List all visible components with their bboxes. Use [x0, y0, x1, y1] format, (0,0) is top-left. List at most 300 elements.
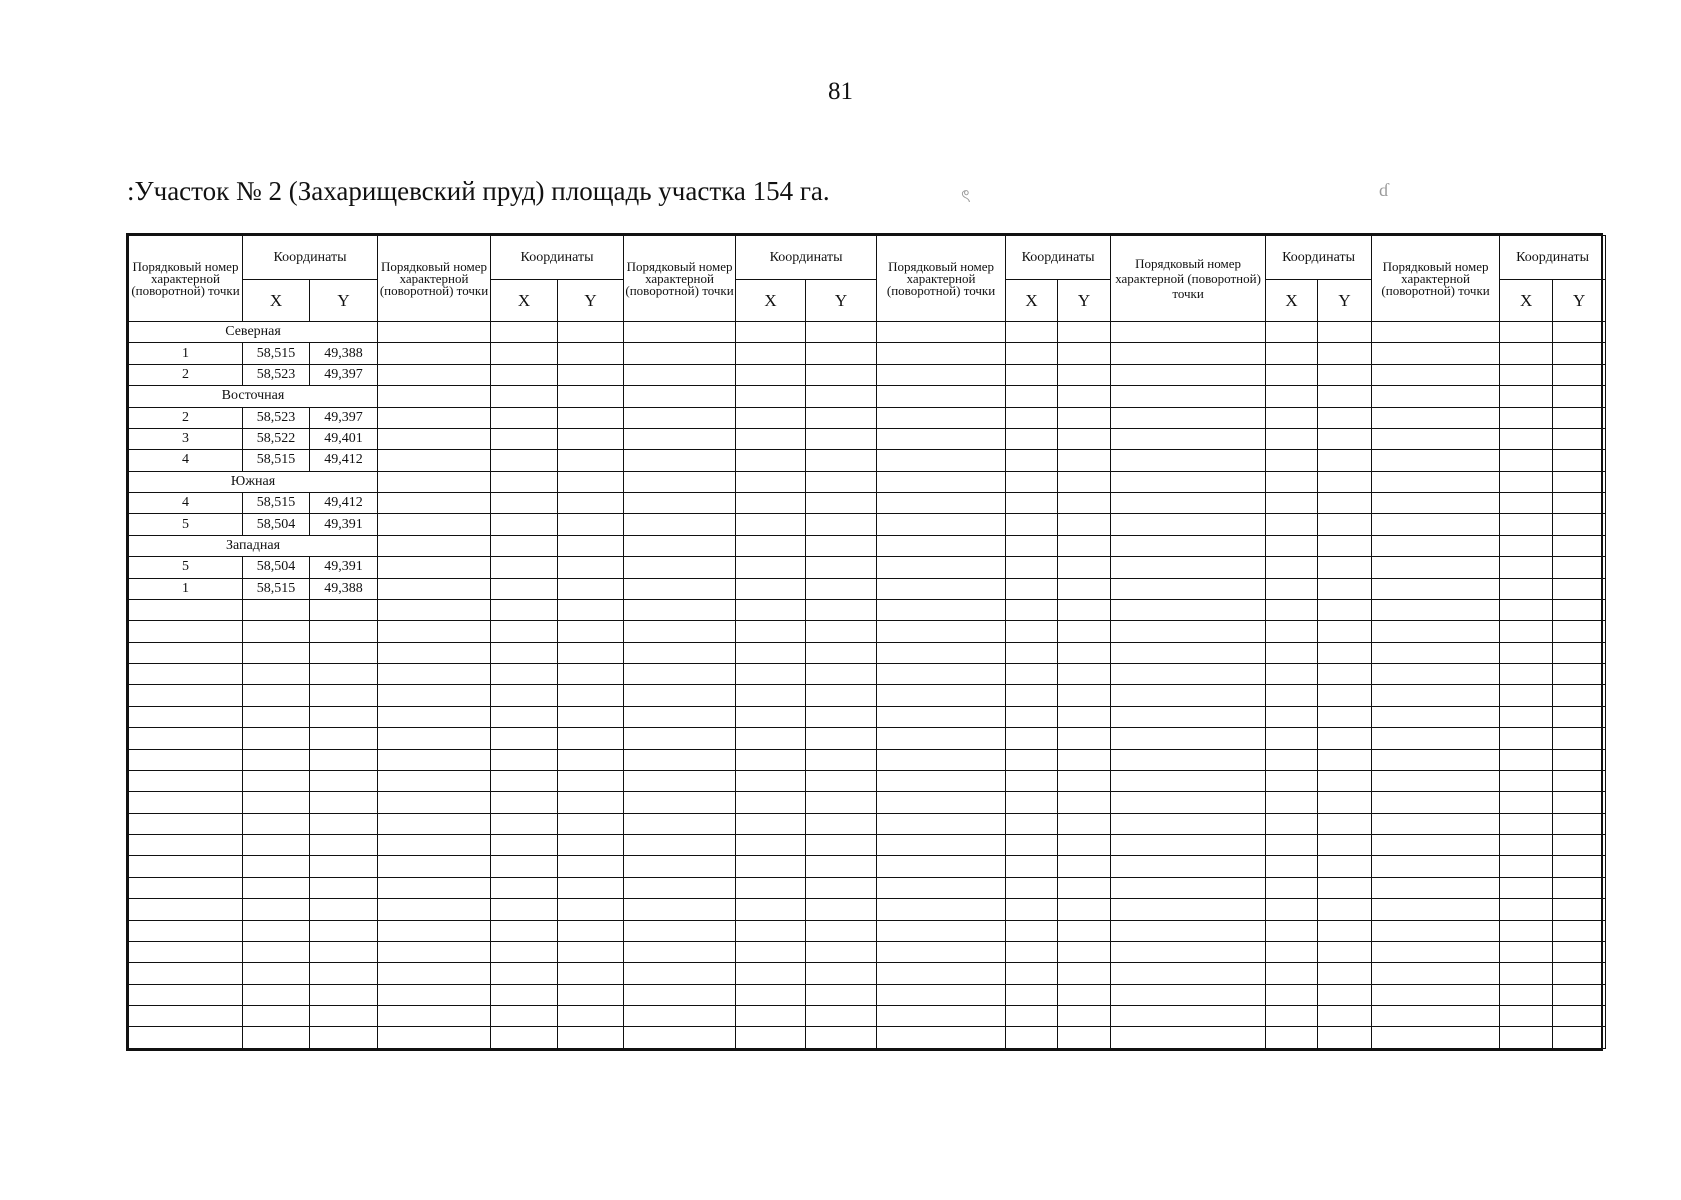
table-row	[129, 685, 1606, 706]
coordinates-header: Координаты	[1006, 236, 1111, 280]
empty-cell	[1111, 364, 1266, 385]
empty-cell	[806, 364, 877, 385]
empty-cell	[806, 1006, 877, 1027]
table-row	[129, 899, 1606, 920]
empty-cell	[1006, 343, 1058, 364]
empty-cell	[310, 706, 378, 727]
empty-cell	[1318, 450, 1372, 471]
empty-cell	[1266, 599, 1318, 620]
empty-cell	[1553, 664, 1606, 685]
empty-cell	[491, 322, 558, 343]
empty-cell	[1318, 685, 1372, 706]
empty-cell	[624, 706, 736, 727]
empty-cell	[736, 877, 806, 898]
coordinates-header: Координаты	[1266, 236, 1372, 280]
empty-cell	[1553, 706, 1606, 727]
empty-cell	[1500, 450, 1553, 471]
empty-cell	[129, 599, 243, 620]
empty-cell	[1318, 343, 1372, 364]
empty-cell	[1372, 407, 1500, 428]
empty-cell	[736, 364, 806, 385]
empty-cell	[1500, 749, 1553, 770]
empty-cell	[1058, 728, 1111, 749]
empty-cell	[1553, 386, 1606, 407]
empty-cell	[1006, 578, 1058, 599]
empty-cell	[1006, 322, 1058, 343]
empty-cell	[1372, 685, 1500, 706]
table-row	[129, 835, 1606, 856]
empty-cell	[624, 343, 736, 364]
empty-cell	[310, 664, 378, 685]
empty-cell	[877, 984, 1006, 1005]
empty-cell	[1006, 664, 1058, 685]
empty-cell	[1266, 706, 1318, 727]
empty-cell	[558, 1027, 624, 1049]
boundary-section-label: Западная	[129, 535, 378, 556]
empty-cell	[877, 1027, 1006, 1049]
empty-cell	[1372, 941, 1500, 962]
empty-cell	[1500, 471, 1553, 492]
empty-cell	[1553, 514, 1606, 535]
empty-cell	[1058, 407, 1111, 428]
empty-cell	[491, 386, 558, 407]
x-column-header: X	[1266, 280, 1318, 322]
empty-cell	[806, 749, 877, 770]
empty-cell	[558, 428, 624, 449]
empty-cell	[129, 920, 243, 941]
empty-cell	[736, 899, 806, 920]
empty-cell	[1006, 1006, 1058, 1027]
empty-cell	[1372, 664, 1500, 685]
empty-cell	[491, 941, 558, 962]
empty-cell	[1111, 685, 1266, 706]
empty-cell	[1058, 749, 1111, 770]
table-row	[129, 941, 1606, 962]
x-coordinate-cell: 58,515	[243, 450, 310, 471]
table-row	[129, 728, 1606, 749]
empty-cell	[1372, 428, 1500, 449]
empty-cell	[1266, 535, 1318, 556]
empty-cell	[877, 407, 1006, 428]
empty-cell	[1058, 706, 1111, 727]
empty-cell	[310, 899, 378, 920]
empty-cell	[624, 578, 736, 599]
empty-cell	[1058, 856, 1111, 877]
empty-cell	[1318, 493, 1372, 514]
empty-cell	[1372, 642, 1500, 663]
empty-cell	[624, 813, 736, 834]
empty-cell	[1372, 984, 1500, 1005]
point-number-header: Порядковый номер характерной (поворотной) точки	[877, 236, 1006, 322]
empty-cell	[1111, 1027, 1266, 1049]
empty-cell	[129, 792, 243, 813]
table-row	[129, 407, 1606, 428]
point-number-header: Порядковый номер характерной (поворотной) точки	[129, 236, 243, 322]
empty-cell	[378, 813, 491, 834]
point-number-cell: 4	[129, 493, 243, 514]
x-column-header: X	[1006, 280, 1058, 322]
empty-cell	[877, 706, 1006, 727]
empty-cell	[310, 749, 378, 770]
empty-cell	[491, 642, 558, 663]
empty-cell	[624, 920, 736, 941]
empty-cell	[1111, 856, 1266, 877]
empty-cell	[1111, 877, 1266, 898]
empty-cell	[491, 984, 558, 1005]
empty-cell	[1058, 1006, 1111, 1027]
empty-cell	[1500, 407, 1553, 428]
table-row	[129, 493, 1606, 514]
empty-cell	[1058, 1027, 1111, 1049]
empty-cell	[1318, 322, 1372, 343]
empty-cell	[1058, 493, 1111, 514]
empty-cell	[624, 386, 736, 407]
empty-cell	[1372, 450, 1500, 471]
empty-cell	[1111, 728, 1266, 749]
empty-cell	[736, 599, 806, 620]
empty-cell	[1111, 621, 1266, 642]
empty-cell	[806, 578, 877, 599]
empty-cell	[1372, 621, 1500, 642]
empty-cell	[243, 1006, 310, 1027]
empty-cell	[624, 599, 736, 620]
empty-cell	[243, 621, 310, 642]
empty-cell	[1111, 813, 1266, 834]
empty-cell	[378, 749, 491, 770]
empty-cell	[243, 664, 310, 685]
empty-cell	[1553, 557, 1606, 578]
empty-cell	[558, 706, 624, 727]
empty-cell	[1266, 322, 1318, 343]
empty-cell	[624, 728, 736, 749]
empty-cell	[806, 920, 877, 941]
empty-cell	[624, 471, 736, 492]
empty-cell	[1058, 471, 1111, 492]
empty-cell	[129, 963, 243, 984]
empty-cell	[1500, 770, 1553, 791]
empty-cell	[1006, 642, 1058, 663]
empty-cell	[1372, 1027, 1500, 1049]
coordinates-header: Координаты	[736, 236, 877, 280]
empty-cell	[1111, 386, 1266, 407]
empty-cell	[558, 899, 624, 920]
coordinates-header: Координаты	[1500, 236, 1606, 280]
empty-cell	[1058, 450, 1111, 471]
empty-cell	[736, 963, 806, 984]
empty-cell	[243, 899, 310, 920]
empty-cell	[624, 535, 736, 556]
empty-cell	[1500, 343, 1553, 364]
empty-cell	[1318, 557, 1372, 578]
empty-cell	[491, 1006, 558, 1027]
empty-cell	[877, 685, 1006, 706]
empty-cell	[1553, 450, 1606, 471]
empty-cell	[129, 899, 243, 920]
empty-cell	[806, 407, 877, 428]
empty-cell	[1318, 471, 1372, 492]
empty-cell	[877, 514, 1006, 535]
empty-cell	[1058, 386, 1111, 407]
y-column-header: Y	[1553, 280, 1606, 322]
empty-cell	[491, 557, 558, 578]
table-row	[129, 364, 1606, 385]
empty-cell	[1111, 450, 1266, 471]
empty-cell	[1318, 941, 1372, 962]
empty-cell	[1372, 728, 1500, 749]
empty-cell	[129, 941, 243, 962]
y-coordinate-cell: 49,412	[310, 450, 378, 471]
empty-cell	[877, 493, 1006, 514]
empty-cell	[1006, 386, 1058, 407]
empty-cell	[491, 514, 558, 535]
empty-cell	[378, 1027, 491, 1049]
empty-cell	[243, 963, 310, 984]
empty-cell	[1500, 493, 1553, 514]
point-number-cell: 4	[129, 450, 243, 471]
empty-cell	[243, 835, 310, 856]
x-coordinate-cell: 58,522	[243, 428, 310, 449]
empty-cell	[1553, 493, 1606, 514]
point-number-cell: 1	[129, 578, 243, 599]
empty-cell	[1500, 599, 1553, 620]
table-row	[129, 856, 1606, 877]
empty-cell	[1500, 621, 1553, 642]
empty-cell	[1266, 856, 1318, 877]
empty-cell	[624, 364, 736, 385]
empty-cell	[806, 792, 877, 813]
empty-cell	[1372, 471, 1500, 492]
empty-cell	[491, 706, 558, 727]
empty-cell	[378, 941, 491, 962]
empty-cell	[736, 813, 806, 834]
empty-cell	[1006, 706, 1058, 727]
empty-cell	[378, 621, 491, 642]
x-column-header: X	[1500, 280, 1553, 322]
empty-cell	[310, 920, 378, 941]
empty-cell	[1266, 984, 1318, 1005]
empty-cell	[1006, 835, 1058, 856]
empty-cell	[806, 706, 877, 727]
empty-cell	[877, 471, 1006, 492]
empty-cell	[1006, 471, 1058, 492]
empty-cell	[1111, 984, 1266, 1005]
empty-cell	[736, 856, 806, 877]
empty-cell	[1500, 728, 1553, 749]
empty-cell	[1372, 493, 1500, 514]
empty-cell	[736, 428, 806, 449]
empty-cell	[736, 642, 806, 663]
empty-cell	[736, 493, 806, 514]
empty-cell	[310, 941, 378, 962]
empty-cell	[1553, 343, 1606, 364]
empty-cell	[1318, 386, 1372, 407]
table-row	[129, 578, 1606, 599]
empty-cell	[1006, 984, 1058, 1005]
empty-cell	[877, 557, 1006, 578]
empty-cell	[1318, 1006, 1372, 1027]
empty-cell	[1058, 364, 1111, 385]
empty-cell	[129, 664, 243, 685]
empty-cell	[806, 450, 877, 471]
table-row	[129, 664, 1606, 685]
empty-cell	[877, 364, 1006, 385]
empty-cell	[378, 386, 491, 407]
empty-cell	[1318, 792, 1372, 813]
table-row	[129, 343, 1606, 364]
empty-cell	[1372, 322, 1500, 343]
empty-cell	[491, 471, 558, 492]
empty-cell	[1266, 471, 1318, 492]
empty-cell	[558, 856, 624, 877]
empty-cell	[378, 599, 491, 620]
empty-cell	[378, 514, 491, 535]
table-row	[129, 557, 1606, 578]
point-number-header: Порядковый номер характерной (поворотной) точки	[378, 236, 491, 322]
empty-cell	[1266, 407, 1318, 428]
table-row	[129, 984, 1606, 1005]
empty-cell	[1006, 920, 1058, 941]
table-row	[129, 920, 1606, 941]
empty-cell	[1318, 877, 1372, 898]
empty-cell	[877, 599, 1006, 620]
coordinates-table-frame	[126, 233, 1603, 1051]
y-coordinate-cell: 49,388	[310, 343, 378, 364]
empty-cell	[1266, 578, 1318, 599]
empty-cell	[378, 493, 491, 514]
table-row	[129, 963, 1606, 984]
empty-cell	[1372, 535, 1500, 556]
empty-cell	[1500, 941, 1553, 962]
empty-cell	[1266, 557, 1318, 578]
empty-cell	[1318, 813, 1372, 834]
empty-cell	[1500, 1006, 1553, 1027]
empty-cell	[1266, 813, 1318, 834]
empty-cell	[1372, 877, 1500, 898]
empty-cell	[1553, 364, 1606, 385]
table-row	[129, 514, 1606, 535]
empty-cell	[877, 920, 1006, 941]
empty-cell	[1006, 535, 1058, 556]
empty-cell	[1058, 642, 1111, 663]
empty-cell	[1372, 749, 1500, 770]
empty-cell	[1058, 664, 1111, 685]
empty-cell	[1058, 514, 1111, 535]
empty-cell	[1006, 514, 1058, 535]
empty-cell	[806, 386, 877, 407]
empty-cell	[378, 963, 491, 984]
empty-cell	[1500, 386, 1553, 407]
empty-cell	[378, 578, 491, 599]
empty-cell	[491, 813, 558, 834]
empty-cell	[1058, 813, 1111, 834]
empty-cell	[1553, 899, 1606, 920]
empty-cell	[491, 835, 558, 856]
y-column-header: Y	[310, 280, 378, 322]
empty-cell	[736, 514, 806, 535]
empty-cell	[491, 535, 558, 556]
empty-cell	[1372, 813, 1500, 834]
empty-cell	[1111, 343, 1266, 364]
empty-cell	[310, 621, 378, 642]
empty-cell	[877, 877, 1006, 898]
empty-cell	[624, 685, 736, 706]
empty-cell	[1266, 1006, 1318, 1027]
table-row	[129, 642, 1606, 663]
empty-cell	[1372, 599, 1500, 620]
empty-cell	[1318, 599, 1372, 620]
empty-cell	[1111, 1006, 1266, 1027]
empty-cell	[129, 621, 243, 642]
empty-cell	[491, 1027, 558, 1049]
empty-cell	[378, 535, 491, 556]
empty-cell	[491, 343, 558, 364]
empty-cell	[558, 621, 624, 642]
empty-cell	[378, 450, 491, 471]
empty-cell	[877, 642, 1006, 663]
empty-cell	[1006, 963, 1058, 984]
x-coordinate-cell: 58,523	[243, 407, 310, 428]
empty-cell	[736, 386, 806, 407]
empty-cell	[806, 963, 877, 984]
empty-cell	[1111, 792, 1266, 813]
empty-cell	[1318, 514, 1372, 535]
empty-cell	[1266, 621, 1318, 642]
empty-cell	[1500, 557, 1553, 578]
empty-cell	[1111, 941, 1266, 962]
empty-cell	[1553, 877, 1606, 898]
empty-cell	[378, 899, 491, 920]
empty-cell	[491, 963, 558, 984]
empty-cell	[1266, 1027, 1318, 1049]
empty-cell	[1111, 749, 1266, 770]
empty-cell	[624, 428, 736, 449]
empty-cell	[1058, 835, 1111, 856]
empty-cell	[1372, 792, 1500, 813]
empty-cell	[877, 322, 1006, 343]
empty-cell	[806, 557, 877, 578]
empty-cell	[806, 471, 877, 492]
empty-cell	[129, 1006, 243, 1027]
empty-cell	[1318, 920, 1372, 941]
empty-cell	[310, 770, 378, 791]
empty-cell	[1266, 749, 1318, 770]
empty-cell	[624, 1006, 736, 1027]
empty-cell	[1372, 386, 1500, 407]
x-coordinate-cell: 58,515	[243, 493, 310, 514]
empty-cell	[378, 984, 491, 1005]
x-column-header: X	[491, 280, 558, 322]
empty-cell	[1553, 856, 1606, 877]
empty-cell	[624, 899, 736, 920]
empty-cell	[624, 963, 736, 984]
coordinates-header: Координаты	[243, 236, 378, 280]
point-number-cell: 2	[129, 364, 243, 385]
empty-cell	[877, 428, 1006, 449]
empty-cell	[243, 728, 310, 749]
empty-cell	[806, 984, 877, 1005]
empty-cell	[491, 664, 558, 685]
empty-cell	[624, 835, 736, 856]
empty-cell	[806, 770, 877, 791]
empty-cell	[1266, 493, 1318, 514]
empty-cell	[624, 450, 736, 471]
empty-cell	[558, 599, 624, 620]
empty-cell	[1006, 899, 1058, 920]
y-column-header: Y	[1058, 280, 1111, 322]
empty-cell	[736, 557, 806, 578]
empty-cell	[243, 792, 310, 813]
x-coordinate-cell: 58,515	[243, 343, 310, 364]
